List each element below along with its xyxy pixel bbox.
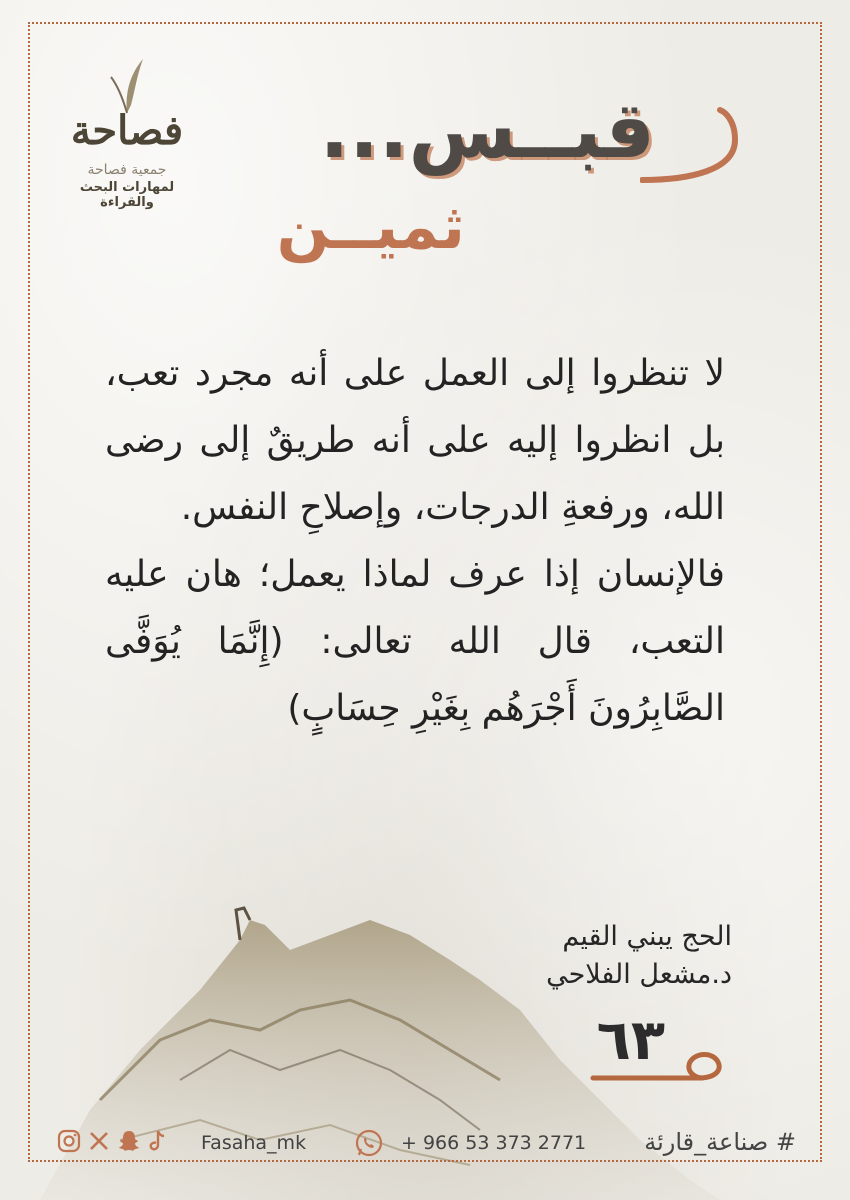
x-icon[interactable] — [86, 1128, 112, 1154]
author-name: د.مشعل الفلاحي — [546, 959, 732, 990]
title-line-2: ثميــن — [276, 190, 465, 263]
title-swoosh — [640, 100, 750, 190]
instagram-icon[interactable] — [56, 1128, 82, 1154]
title-line-1: قبــس... — [319, 86, 655, 176]
source-block — [546, 918, 732, 994]
tiktok-icon[interactable] — [144, 1128, 170, 1154]
logo — [52, 55, 212, 210]
logo-wordmark: فصاحة — [70, 107, 184, 154]
snapchat-icon[interactable] — [116, 1128, 142, 1154]
page-prefix-glyph — [588, 1040, 728, 1085]
footer — [56, 1128, 796, 1160]
phone-number[interactable]: + 966 53 373 2771 — [401, 1132, 587, 1154]
social-handle[interactable]: Fasaha_mk — [201, 1132, 307, 1154]
hashtag: # صناعة_قارئة — [644, 1128, 796, 1156]
book-title: الحج يبني القيم — [562, 921, 732, 952]
feather-icon — [97, 55, 157, 115]
logo-tagline: لمهارات البحث والقراءة — [79, 180, 175, 210]
quote-paragraph-1: لا تنظروا إلى العمل على أنه مجرد تعب، بل انظروا إليه على أنه طريقٌ إلى رضى الله، ورفعةِ الدرجات، وإصلاحِ النفس. — [105, 353, 725, 528]
page-number: ٦٣ — [596, 1008, 665, 1073]
quote-paragraph-2: فالإنسان إذا عرف لماذا يعمل؛ هان عليه التعب، قال الله تعالى: (إِنَّمَا يُوَفَّى الصَّابِرُونَ أَجْرَهُم بِغَيْرِ حِسَابٍ) — [105, 554, 725, 729]
whatsapp-icon[interactable] — [354, 1128, 384, 1158]
quote-text — [105, 340, 725, 742]
logo-subtitle: جمعية فصاحة — [87, 162, 167, 178]
